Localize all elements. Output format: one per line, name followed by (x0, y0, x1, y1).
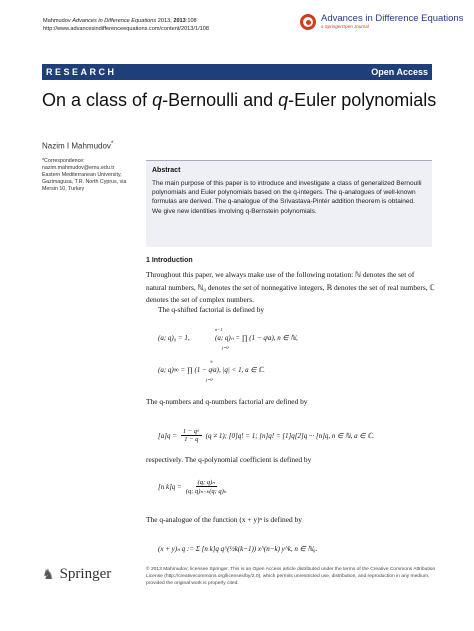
eq-lhs: [n k]q = (158, 482, 182, 491)
qanalogue-paragraph: The q-analogue of the function (x + y)ⁿ is defined by (146, 515, 302, 524)
journal-logo-icon (300, 14, 316, 30)
section-heading: 1 Introduction (146, 257, 193, 264)
qnumbers-paragraph: The q-numbers and q-numbers factorial are defined by (146, 397, 308, 406)
product-limits: ∞ (210, 359, 214, 364)
fraction (181, 428, 202, 443)
journal-logo[interactable] (300, 14, 463, 30)
affiliation-line: Gazimagusa, T.R. North Cyprus, via (42, 179, 127, 185)
springer-wordmark: Springer (59, 566, 112, 582)
citation-author: Mahmudov (43, 18, 71, 24)
intro-paragraph: Throughout this paper, we always make use of the following notation: ℕ denotes the set of natural numbers, ℕ₀ denotes the set of nonnegative integers, ℝ denotes the set of real numbers, ℂ denotes the set of complex numbers. (146, 270, 435, 304)
affiliation-line: Eastern Mediterranean University, (42, 172, 122, 178)
citation-volume: 2013 (173, 18, 186, 24)
equation-qpower: (x + y)ₙ q := Σ [n k]q q^(½k(k−1)) x^(n−k) y^k, n ∈ ℕ₀. (158, 545, 318, 553)
author-text: Nazim I Mahmudov (42, 141, 111, 151)
denominator: (q; q)ₙ₋ₖ(q; q)ₖ (185, 488, 227, 495)
title-part: -Bernoulli and (162, 90, 279, 110)
qpoly-paragraph: respectively. The q-polynomial coefficient is defined by (146, 455, 312, 464)
title-part: On a class of (42, 90, 153, 110)
eq-lhs: [a]q = (158, 431, 177, 440)
article-type-label: RESEARCH (46, 67, 117, 77)
journal-name: Advances in Difference Equations (321, 13, 464, 24)
fraction (186, 478, 227, 495)
abstract-text: The main purpose of this paper is to introduce and investigate a class of generalized Bernoulli polynomials and Euler polynomials based on the q-integers. The q-analogues of well-known formulas are derived. The q-analogue of the Srivastava-Pintér addition theorem is obtained. We give new identities involving q-Bernstein polynomials. (152, 180, 422, 215)
equation-ainf: (a; q)∞ = ∏ (1 − qʲa), |q| < 1, a ∈ ℂ. (158, 366, 265, 374)
citation-header (43, 17, 209, 33)
citation-year: 2013, (157, 18, 174, 24)
springer-horse-icon: ♞ (42, 566, 55, 582)
title-q: q (152, 90, 163, 110)
equation-qnumber (158, 428, 374, 443)
equation-an: (a; q)ₙ = ∏ (1 − qʲa), n ∈ ℕ, (215, 334, 298, 342)
qshift-paragraph: The q-shifted factorial is defined by (158, 305, 265, 314)
numerator: 1 − qᵃ (182, 428, 200, 435)
correspondence-sidebar (42, 158, 142, 193)
article-type-banner (42, 64, 432, 80)
equation-qbinomial (158, 478, 227, 495)
abstract-heading: Abstract (152, 167, 181, 174)
eq-rest: (q ≠ 1); [0]q! = 1; [n]q! = [1]q[2]q ··· [n]q, n ∈ ℕ, a ∈ ℂ. (205, 431, 374, 440)
denominator: 1 − q (184, 436, 199, 443)
citation-article: :108 (185, 18, 197, 24)
article-title (42, 90, 442, 111)
title-part: -Euler polynomials (288, 90, 437, 110)
numerator: (q; q)ₙ (197, 479, 215, 486)
title-q: q (278, 90, 289, 110)
product-limits: j=0 (206, 377, 213, 382)
product-limits: j=0 (222, 345, 229, 350)
correspondence-label: *Correspondence: (42, 158, 85, 164)
open-access-label: Open Access (371, 67, 428, 77)
equation-a0: (a; q)₀ = 1, (158, 334, 190, 342)
correspondence-email[interactable]: nazim.mahmudov@emu.edu.tr (42, 165, 115, 171)
product-limits: n−1 (215, 327, 223, 332)
journal-subtitle: a SpringerOpen Journal (321, 24, 369, 29)
citation-journal: Advances in Difference Equations (72, 18, 157, 24)
article-url[interactable]: http://www.advancesindifferenceequations.com/content/2013/1/108 (43, 26, 209, 32)
author-name: Nazim I Mahmudov* (42, 140, 114, 151)
license-footer: © 2013 Mahmudov; licensee Springer. This is an Open Access article distributed under the terms of the Creative Commons Attribution License (http://creativecommons.org/licenses/by/2.0), which permits unrestricted use, distribution, and reproduction in any medium, provided the original work is properly cited. (146, 567, 436, 586)
affiliation-line: Mersin 10, Turkey (42, 186, 85, 192)
springer-logo[interactable] (42, 566, 111, 583)
